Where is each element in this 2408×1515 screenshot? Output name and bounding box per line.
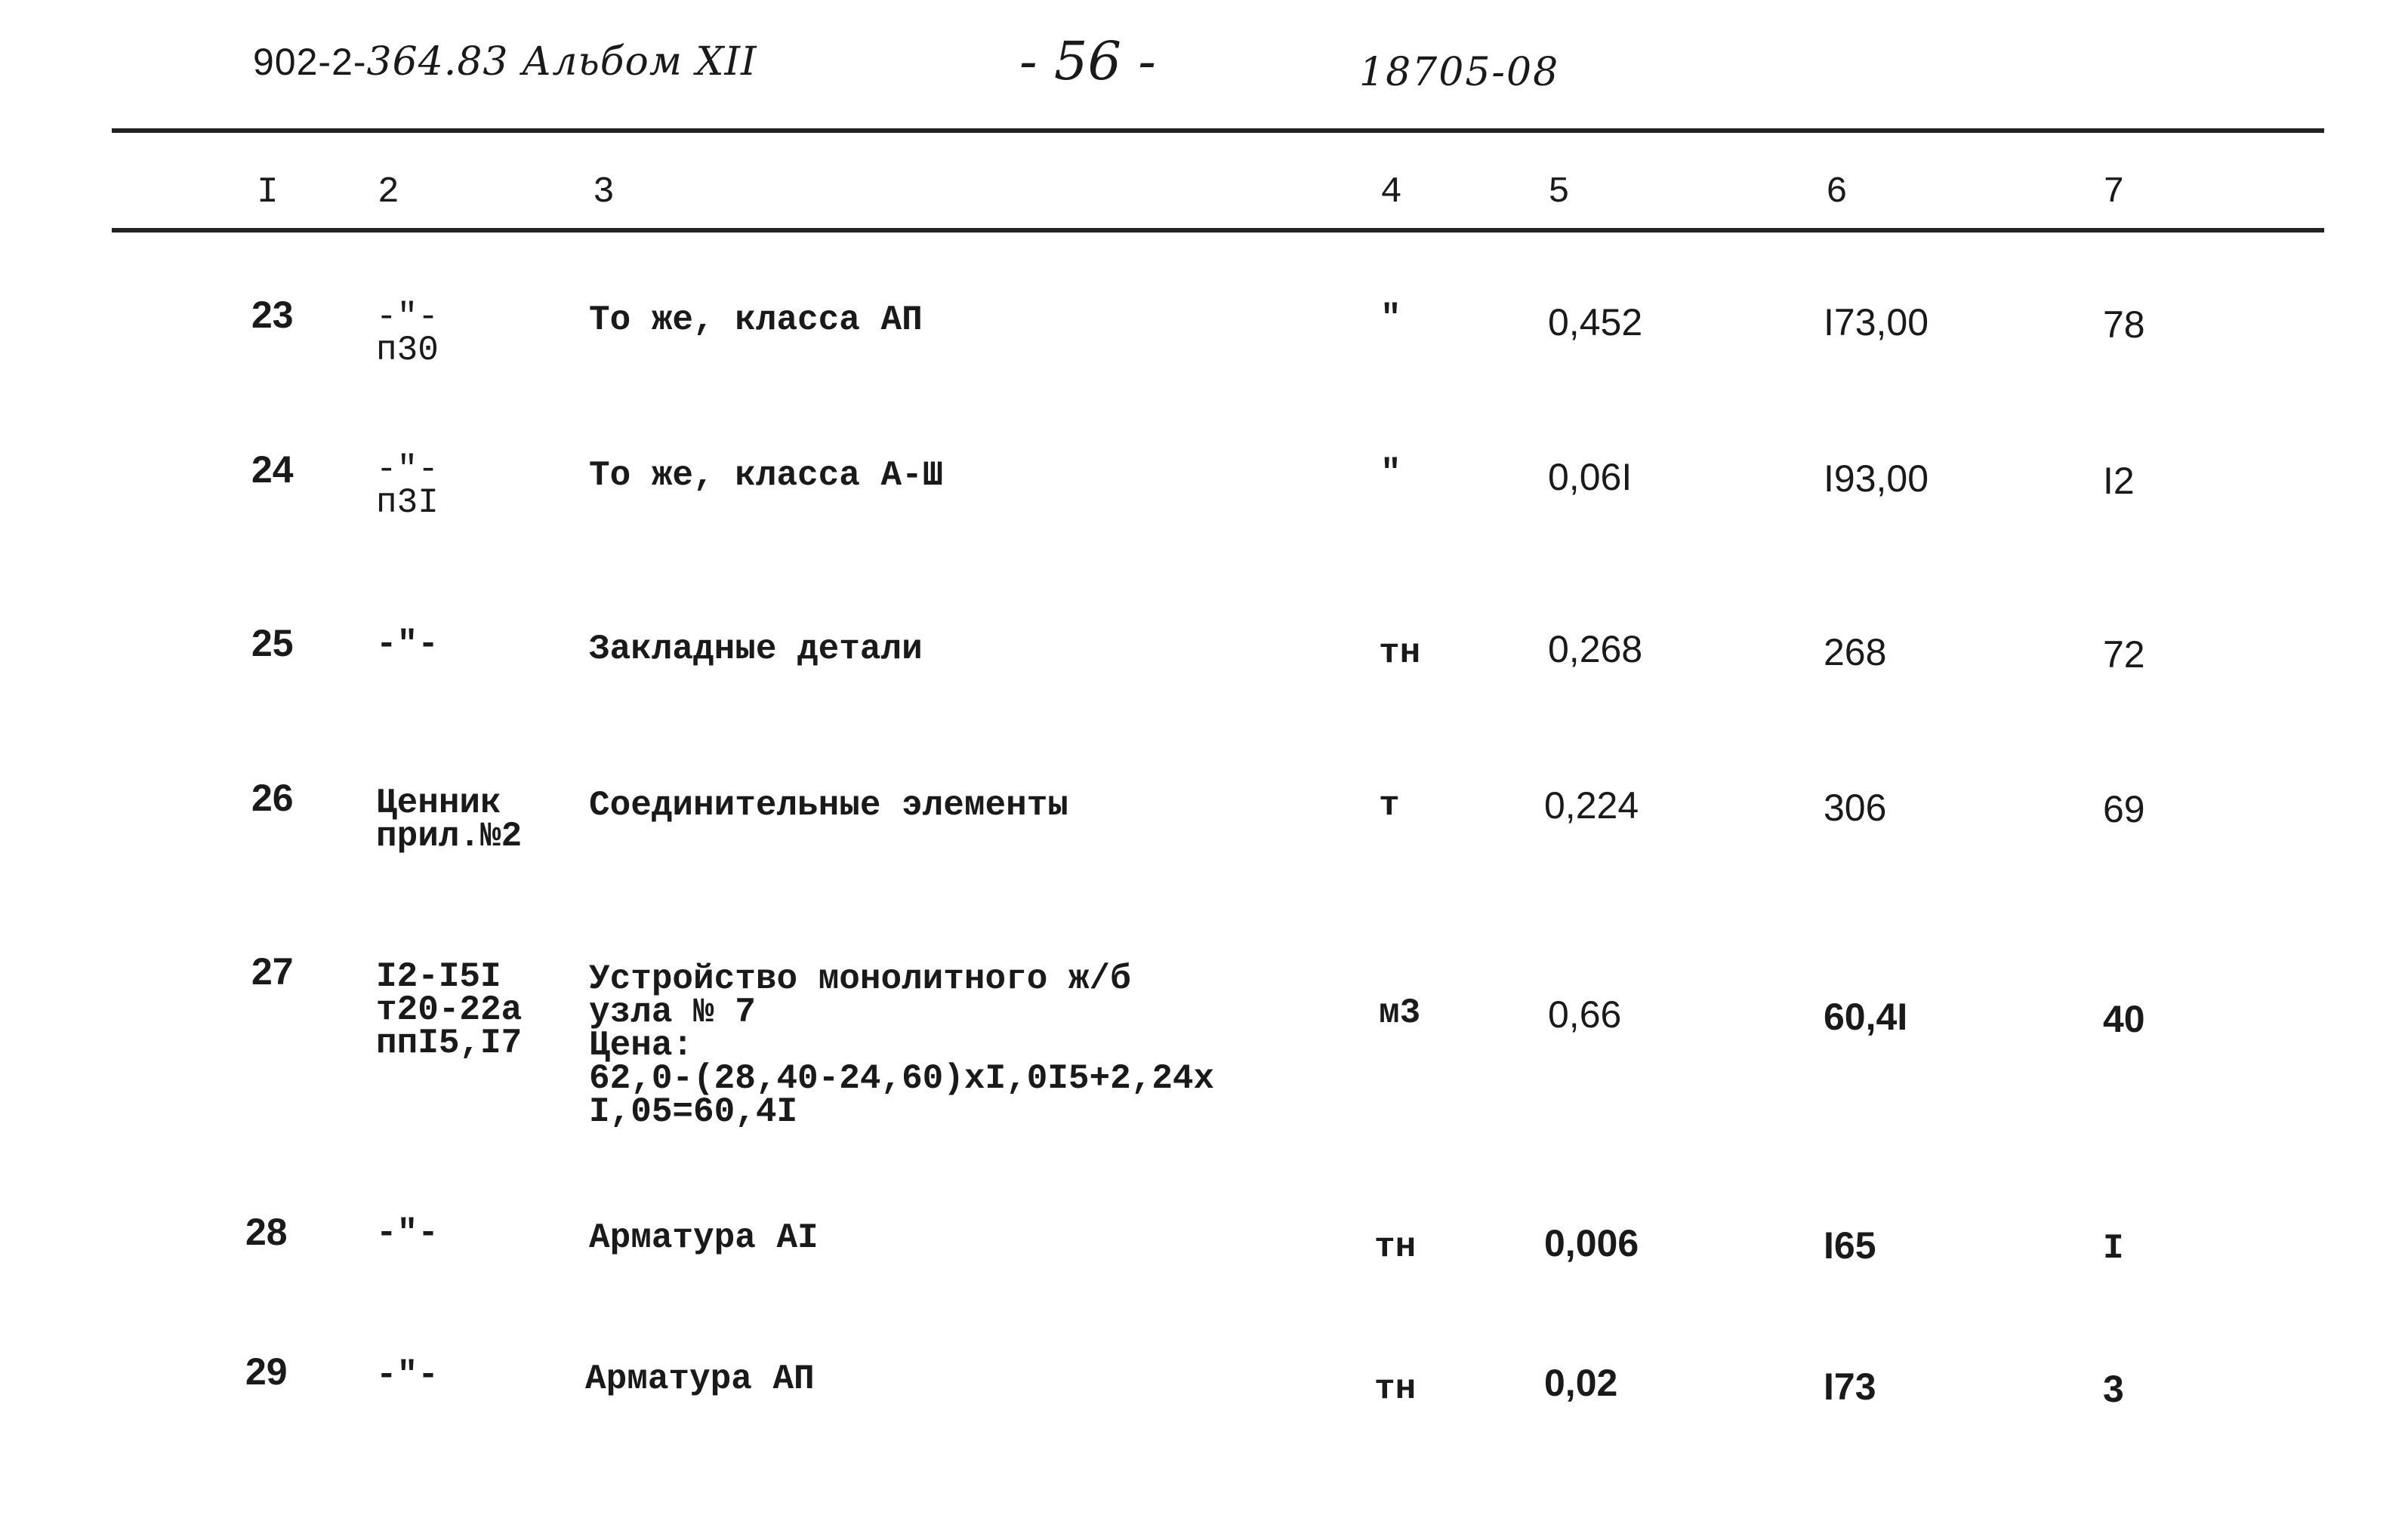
- row-reference: -"- п30: [376, 297, 439, 370]
- row-reference: I2-I5I т20-22а ппI5,I7: [376, 957, 523, 1063]
- column-header-7: 7: [2103, 172, 2125, 213]
- document-code: [253, 39, 757, 85]
- row-unit: тн: [1374, 1227, 1417, 1267]
- row-price: I93,00: [1824, 457, 1929, 500]
- row-price: 60,4I: [1824, 996, 1908, 1038]
- column-header-5: 5: [1548, 172, 1570, 213]
- row-price: I73,00: [1824, 301, 1929, 343]
- row-total: 3: [2103, 1368, 2124, 1410]
- row-unit: ": [1380, 299, 1401, 338]
- column-header-4: 4: [1380, 172, 1402, 213]
- row-total: 69: [2103, 788, 2145, 830]
- row-name: То же, класса А-Ш: [589, 456, 944, 495]
- row-quantity: 0,006: [1544, 1222, 1639, 1264]
- header-top-rule: [112, 128, 2324, 133]
- row-number: 24: [251, 448, 294, 491]
- column-header-3: 3: [593, 172, 615, 213]
- row-unit: т: [1379, 786, 1400, 825]
- row-unit: м3: [1379, 993, 1421, 1033]
- row-unit: ": [1380, 454, 1401, 493]
- row-reference: -"- п3I: [376, 450, 439, 522]
- row-quantity: 0,452: [1548, 301, 1643, 343]
- row-number: 26: [251, 777, 294, 819]
- row-quantity: 0,268: [1548, 628, 1643, 670]
- column-header-1: I: [257, 172, 279, 213]
- row-reference: -"-: [376, 1214, 439, 1253]
- series-code: 902-2-: [253, 41, 367, 83]
- row-price: 306: [1824, 787, 1887, 829]
- row-price: 268: [1824, 631, 1887, 673]
- row-unit: тн: [1374, 1369, 1417, 1409]
- row-price: I65: [1824, 1224, 1876, 1267]
- row-total: I2: [2103, 460, 2135, 502]
- column-header-6: 6: [1826, 172, 1848, 213]
- row-number: 29: [245, 1350, 288, 1393]
- page-number: - 56 -: [1019, 30, 1156, 92]
- row-total: 78: [2103, 303, 2145, 346]
- album-label: 364.83 Альбом XII: [366, 39, 757, 85]
- row-total: 72: [2103, 633, 2145, 676]
- column-header-2: 2: [378, 172, 399, 213]
- row-reference: -"-: [376, 625, 439, 664]
- row-number: 25: [251, 622, 294, 664]
- row-price: I73: [1824, 1366, 1876, 1408]
- row-quantity: 0,02: [1544, 1362, 1618, 1404]
- header-bottom-rule: [112, 228, 2324, 232]
- row-unit: тн: [1379, 633, 1421, 673]
- row-number: 28: [245, 1211, 288, 1253]
- row-quantity: 0,224: [1544, 784, 1639, 827]
- row-reference: -"-: [376, 1356, 439, 1395]
- row-quantity: 0,06I: [1548, 456, 1633, 498]
- row-reference: Ценник прил.№2: [376, 784, 523, 856]
- row-name: Соединительные элементы: [589, 786, 1068, 825]
- row-number: 27: [251, 950, 294, 993]
- row-name: Арматура АП: [585, 1359, 815, 1399]
- row-number: 23: [251, 294, 294, 336]
- row-total: I: [2103, 1229, 2124, 1268]
- row-name: Арматура АI: [589, 1218, 819, 1258]
- row-name: Устройство монолитного ж/б узла № 7 Цена: 62,0-(28,40-24,60)хI,0I5+2,24х I,05=60,4I: [589, 959, 1215, 1132]
- row-quantity: 0,66: [1548, 993, 1622, 1036]
- row-name: Закладные детали: [589, 630, 923, 669]
- row-name: То же, класса АП: [589, 300, 923, 340]
- row-total: 40: [2103, 998, 2145, 1040]
- document-number: 18705-08: [1359, 50, 1560, 95]
